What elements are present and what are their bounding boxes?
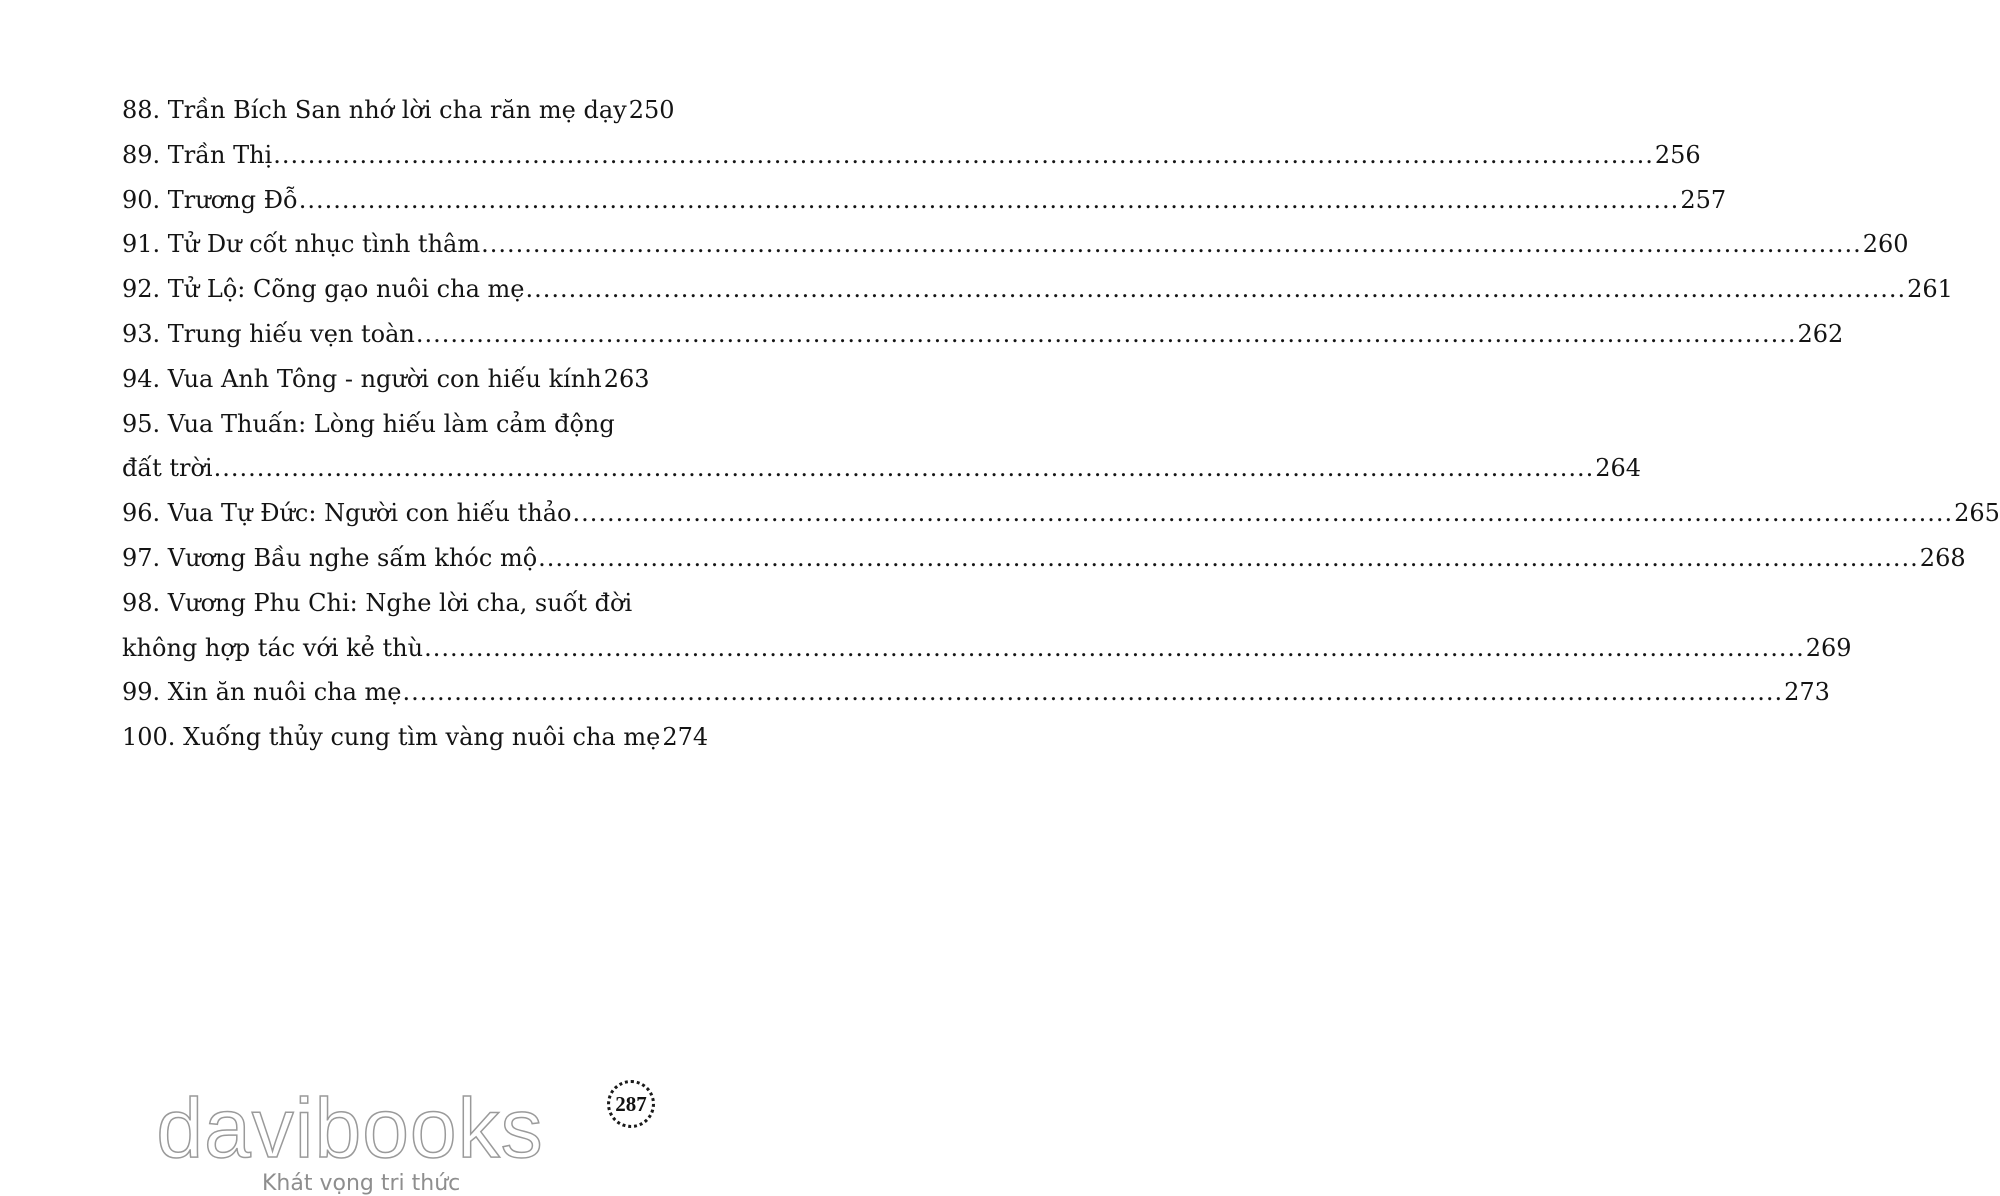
toc-entry-page: 262 <box>1797 319 1844 348</box>
toc-entry-title: không hợp tác với kẻ thù <box>122 633 424 662</box>
toc-entry-91 <box>122 222 1909 267</box>
toc-entry-96 <box>122 491 2000 536</box>
toc-entry-page: 260 <box>1862 230 1909 259</box>
dot-leader: ................................................................................................................................................................ <box>424 633 1805 662</box>
watermark <box>0 1081 700 1196</box>
toc-entry-92 <box>122 267 1953 312</box>
dot-leader: ................................................................................................................................................................ <box>525 275 1907 304</box>
toc-entry-title: 93. Trung hiếu vẹn toàn <box>122 319 415 348</box>
dot-leader: ................................................................................................................................................................ <box>572 499 1954 528</box>
toc-entry-94 <box>122 357 650 402</box>
toc-entry-title: 96. Vua Tự Đức: Người con hiếu thảo <box>122 499 572 528</box>
toc-entry-page: 269 <box>1805 633 1852 662</box>
toc-entry-title: 99. Xin ăn nuôi cha mẹ <box>122 678 402 707</box>
toc-entry-100 <box>122 715 709 760</box>
toc-entry-90 <box>122 178 1727 223</box>
toc-entry-page: 250 <box>628 96 675 124</box>
toc-entry-page: 261 <box>1907 275 1953 304</box>
dot-leader: ................................................................................................................................................................ <box>481 230 1862 259</box>
toc-entry-98-line1: 98. Vương Phu Chi: Nghe lời cha, suốt đời <box>122 588 633 617</box>
toc-entry-88 <box>122 88 675 133</box>
toc-entry-89 <box>122 133 1701 178</box>
toc-entry-98 <box>122 626 1852 671</box>
toc-entry-page: 273 <box>1784 678 1830 707</box>
toc-entry-title: 92. Tử Lộ: Cõng gạo nuôi cha mẹ <box>122 275 525 304</box>
dot-leader: ................................................................................................................................................................ <box>273 140 1654 169</box>
dot-leader: ................................................................................................................................................................ <box>298 185 1680 214</box>
toc-entry-page: 274 <box>662 723 709 752</box>
toc-entry-93 <box>122 312 1844 357</box>
toc-entry-title: 89. Trần Thị <box>122 140 273 169</box>
toc-entry-page: 268 <box>1919 543 1966 572</box>
brand-name: davibooks <box>156 1081 544 1175</box>
toc-entry-title: 100. Xuống thủy cung tìm vàng nuôi cha mẹ <box>122 723 661 752</box>
dot-leader: ................................................................................................................................................................ <box>415 319 1797 348</box>
toc-entry-page: 257 <box>1680 185 1727 214</box>
brand-tagline: Khát vọng tri thức <box>262 1171 461 1196</box>
toc-entry-page: 263 <box>603 364 650 393</box>
toc-entry-title: 91. Tử Dư cốt nhục tình thâm <box>122 230 481 259</box>
toc-entry-title: 97. Vương Bầu nghe sấm khóc mộ <box>122 543 538 572</box>
table-of-contents <box>122 88 2000 760</box>
toc-entry-title: 90. Trương Đỗ <box>122 185 298 214</box>
toc-entry-95-line1: 95. Vua Thuấn: Lòng hiếu làm cảm động <box>122 409 615 438</box>
toc-entry-page: 264 <box>1595 454 1642 483</box>
toc-entry-page: 256 <box>1654 140 1701 169</box>
dot-leader: ................................................................................................................................................................ <box>538 543 1919 572</box>
toc-entry-95 <box>122 446 1642 491</box>
toc-entry-title: đất trời <box>122 454 213 483</box>
toc-entry-97 <box>122 536 1966 581</box>
toc-entry-page: 265 <box>1954 499 2000 528</box>
page-number: 287 <box>615 1091 647 1116</box>
toc-entry-title: 88. Trần Bích San nhớ lời cha răn mẹ dạy <box>122 96 627 124</box>
toc-entry-title: 94. Vua Anh Tông - người con hiếu kính <box>122 364 602 393</box>
dot-leader: ................................................................................................................................................................ <box>213 454 1595 483</box>
dot-leader: ................................................................................................................................................................ <box>402 678 1784 707</box>
toc-entry-99 <box>122 670 1830 715</box>
